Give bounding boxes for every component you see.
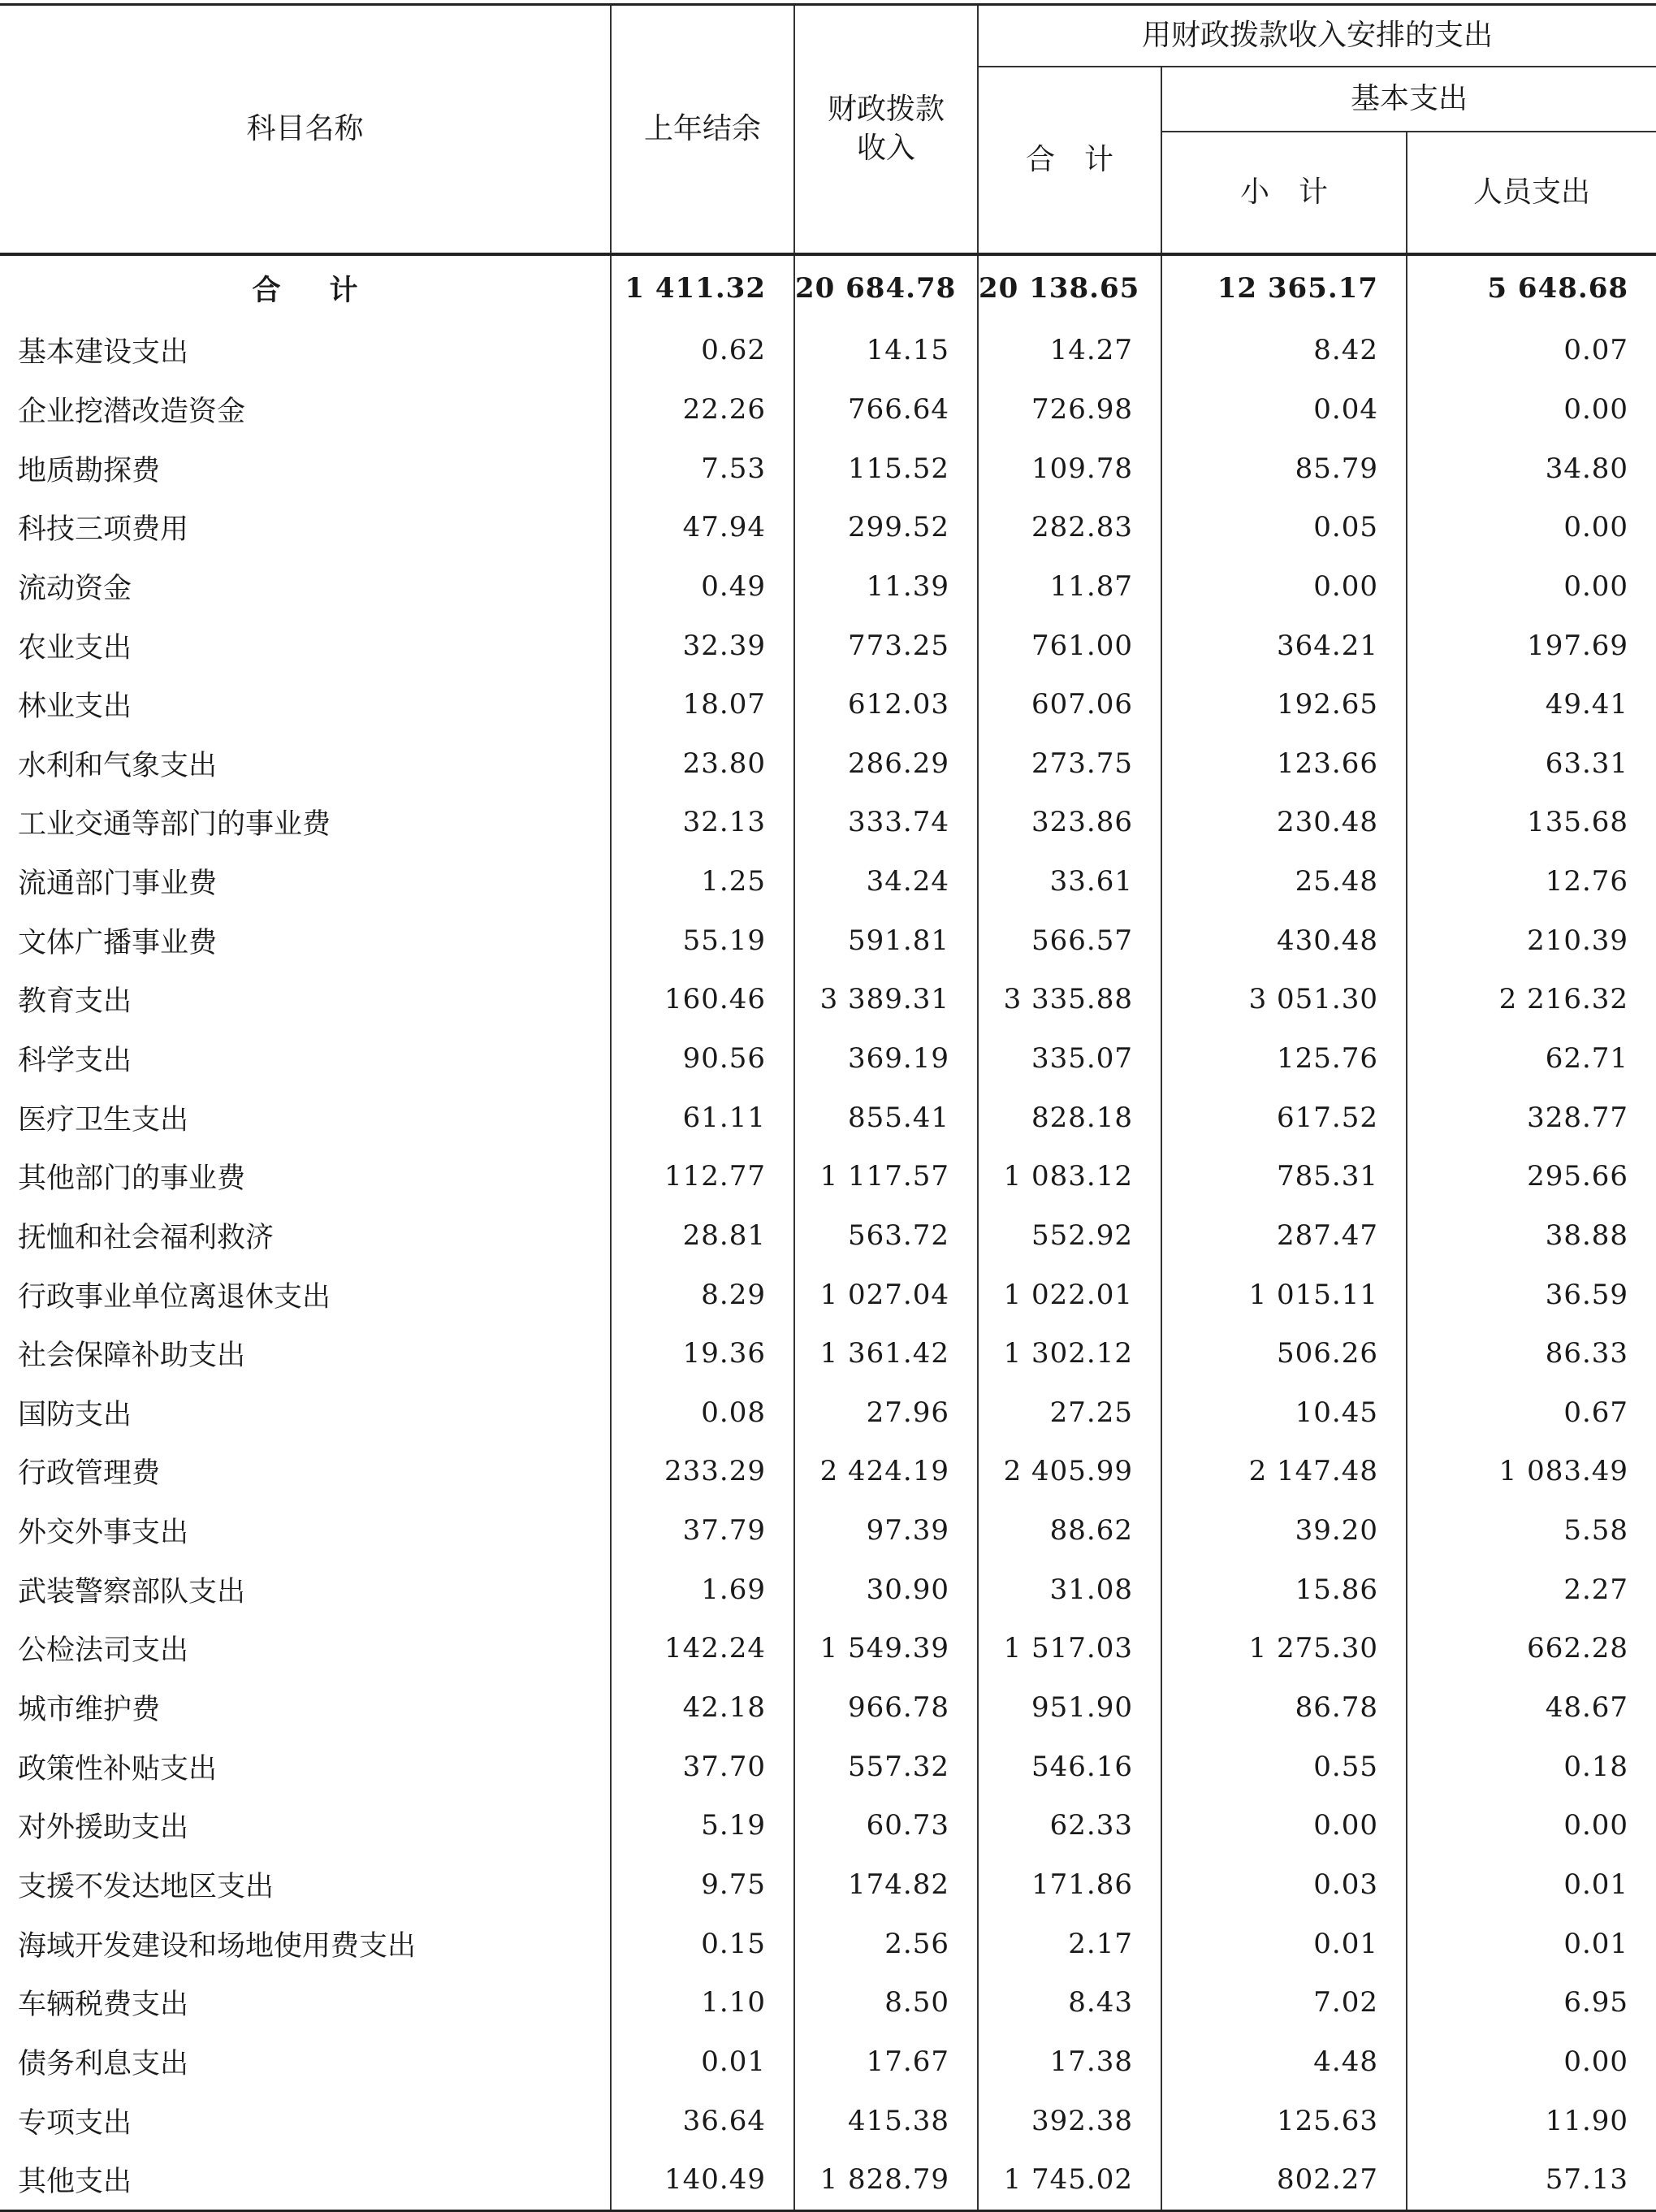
table-row xyxy=(0,1560,1656,1619)
cell-basic-subtotal: 0.04 xyxy=(1161,380,1407,439)
cell-fiscal-income: 766.64 xyxy=(794,380,978,439)
total-spending-total: 20 138.65 xyxy=(978,254,1161,321)
table-row xyxy=(0,1796,1656,1855)
cell-fiscal-income: 17.67 xyxy=(794,2032,978,2092)
cell-spending-total: 17.38 xyxy=(978,2032,1161,2092)
row-subject-name: 水利和气象支出 xyxy=(18,749,218,782)
row-subject-name: 地质勘探费 xyxy=(18,454,161,487)
cell-spending-total: 31.08 xyxy=(978,1560,1161,1619)
cell-fiscal-income: 1 117.57 xyxy=(794,1147,978,1206)
cell-prev-balance: 5.19 xyxy=(611,1796,794,1855)
row-subject-name: 林业支出 xyxy=(18,690,132,724)
table-row xyxy=(0,1442,1656,1501)
cell-basic-subtotal: 802.27 xyxy=(1161,2150,1407,2210)
cell-spending-total: 1 517.03 xyxy=(978,1619,1161,1678)
cell-prev-balance: 42.18 xyxy=(611,1678,794,1738)
cell-prev-balance: 36.64 xyxy=(611,2091,794,2150)
header-prev-balance: 上年结余 xyxy=(611,5,794,255)
cell-prev-balance: 0.08 xyxy=(611,1383,794,1443)
cell-spending-total: 552.92 xyxy=(978,1206,1161,1266)
table-row xyxy=(0,911,1656,970)
cell-basic-subtotal: 430.48 xyxy=(1161,911,1407,970)
cell-basic-subtotal: 39.20 xyxy=(1161,1501,1407,1561)
cell-basic-subtotal: 125.63 xyxy=(1161,2091,1407,2150)
cell-spending-total: 1 022.01 xyxy=(978,1265,1161,1324)
cell-spending-total: 951.90 xyxy=(978,1678,1161,1738)
table-row xyxy=(0,557,1656,617)
table-row xyxy=(0,1501,1656,1561)
cell-personnel: 63.31 xyxy=(1407,734,1656,793)
row-subject-name: 海域开发建设和场地使用费支出 xyxy=(18,1929,417,1963)
table-row xyxy=(0,380,1656,439)
cell-personnel: 295.66 xyxy=(1407,1147,1656,1206)
table-row xyxy=(0,1914,1656,1973)
cell-prev-balance: 9.75 xyxy=(611,1855,794,1915)
cell-fiscal-income: 773.25 xyxy=(794,616,978,675)
cell-spending-total: 33.61 xyxy=(978,852,1161,911)
table-row xyxy=(0,1619,1656,1678)
row-subject-name: 其他支出 xyxy=(0,2150,611,2210)
cell-spending-total: 171.86 xyxy=(978,1855,1161,1915)
cell-spending-total: 1 302.12 xyxy=(978,1324,1161,1383)
table-row xyxy=(0,1029,1656,1089)
row-subject-name: 工业交通等部门的事业费 xyxy=(18,808,331,842)
table-row xyxy=(0,970,1656,1029)
cell-fiscal-income: 27.96 xyxy=(794,1383,978,1443)
cell-basic-subtotal: 0.55 xyxy=(1161,1737,1407,1796)
row-subject-name: 债务利息支出 xyxy=(18,2047,189,2080)
header-subject: 科目名称 xyxy=(0,5,611,255)
cell-spending-total: 3 335.88 xyxy=(978,970,1161,1029)
row-subject-name: 外交外事支出 xyxy=(18,1517,189,1550)
cell-personnel: 2 216.32 xyxy=(1407,970,1656,1029)
total-fiscal-income: 20 684.78 xyxy=(794,254,978,321)
cell-prev-balance: 142.24 xyxy=(611,1619,794,1678)
total-personnel: 5 648.68 xyxy=(1407,254,1656,321)
cell-prev-balance: 0.01 xyxy=(611,2032,794,2092)
cell-basic-subtotal: 3 051.30 xyxy=(1161,970,1407,1029)
cell-fiscal-income: 2.56 xyxy=(794,1914,978,1973)
cell-prev-balance: 1.10 xyxy=(611,1973,794,2032)
cell-fiscal-income: 14.15 xyxy=(794,321,978,380)
cell-fiscal-income: 1 361.42 xyxy=(794,1324,978,1383)
cell-fiscal-income: 1 828.79 xyxy=(794,2150,978,2210)
cell-basic-subtotal: 4.48 xyxy=(1161,2032,1407,2092)
row-subject-name: 支援不发达地区支出 xyxy=(18,1870,275,1903)
cell-fiscal-income: 115.52 xyxy=(794,439,978,498)
cell-spending-total: 8.43 xyxy=(978,1973,1161,2032)
cell-spending-total: 109.78 xyxy=(978,439,1161,498)
row-subject-name: 文体广播事业费 xyxy=(18,926,218,959)
table-row xyxy=(0,1855,1656,1915)
cell-prev-balance: 19.36 xyxy=(611,1324,794,1383)
cell-basic-subtotal: 0.00 xyxy=(1161,557,1407,617)
cell-prev-balance: 55.19 xyxy=(611,911,794,970)
row-subject-name: 科技三项费用 xyxy=(18,513,189,547)
cell-fiscal-income: 60.73 xyxy=(794,1796,978,1855)
cell-fiscal-income: 11.39 xyxy=(794,557,978,617)
row-subject-name: 城市维护费 xyxy=(18,1694,161,1727)
cell-basic-subtotal: 192.65 xyxy=(1161,675,1407,734)
cell-personnel: 210.39 xyxy=(1407,911,1656,970)
table-row xyxy=(0,1324,1656,1383)
cell-basic-subtotal: 0.01 xyxy=(1161,1914,1407,1973)
cell-basic-subtotal: 0.00 xyxy=(1161,1796,1407,1855)
cell-personnel: 0.07 xyxy=(1407,321,1656,380)
table-row xyxy=(0,1973,1656,2032)
cell-personnel: 2.27 xyxy=(1407,1560,1656,1619)
cell-personnel: 197.69 xyxy=(1407,616,1656,675)
cell-personnel: 57.13 xyxy=(1407,2150,1656,2210)
cell-prev-balance: 18.07 xyxy=(611,675,794,734)
cell-personnel: 34.80 xyxy=(1407,439,1656,498)
cell-prev-balance: 0.49 xyxy=(611,557,794,617)
cell-personnel: 0.00 xyxy=(1407,557,1656,617)
cell-personnel: 0.18 xyxy=(1407,1737,1656,1796)
cell-prev-balance: 140.49 xyxy=(611,2150,794,2210)
cell-fiscal-income: 286.29 xyxy=(794,734,978,793)
cell-prev-balance: 28.81 xyxy=(611,1206,794,1266)
cell-spending-total: 335.07 xyxy=(978,1029,1161,1089)
cell-fiscal-income: 97.39 xyxy=(794,1501,978,1561)
budget-expenditure-table xyxy=(0,3,1656,2212)
cell-personnel: 0.00 xyxy=(1407,1796,1656,1855)
row-subject-name: 行政事业单位离退休支出 xyxy=(18,1280,331,1314)
header-personnel: 人员支出 xyxy=(1407,132,1656,254)
cell-fiscal-income: 591.81 xyxy=(794,911,978,970)
cell-prev-balance: 32.13 xyxy=(611,793,794,852)
cell-prev-balance: 0.15 xyxy=(611,1914,794,1973)
cell-basic-subtotal: 0.05 xyxy=(1161,498,1407,557)
cell-prev-balance: 37.79 xyxy=(611,1501,794,1561)
cell-prev-balance: 32.39 xyxy=(611,616,794,675)
row-subject-name: 公检法司支出 xyxy=(18,1634,189,1668)
table-row xyxy=(0,675,1656,734)
cell-spending-total: 1 745.02 xyxy=(978,2150,1161,2210)
cell-spending-total: 607.06 xyxy=(978,675,1161,734)
cell-basic-subtotal: 8.42 xyxy=(1161,321,1407,380)
cell-spending-total: 273.75 xyxy=(978,734,1161,793)
cell-basic-subtotal: 7.02 xyxy=(1161,1973,1407,2032)
total-row xyxy=(0,254,1656,321)
row-subject-name: 其他部门的事业费 xyxy=(18,1162,246,1196)
cell-spending-total: 62.33 xyxy=(978,1796,1161,1855)
cell-prev-balance: 1.69 xyxy=(611,1560,794,1619)
table-row xyxy=(0,498,1656,557)
table-row xyxy=(0,793,1656,852)
row-subject-name: 政策性补贴支出 xyxy=(18,1752,218,1786)
cell-personnel: 1 083.49 xyxy=(1407,1442,1656,1501)
cell-spending-total: 726.98 xyxy=(978,380,1161,439)
cell-personnel: 36.59 xyxy=(1407,1265,1656,1324)
cell-fiscal-income: 557.32 xyxy=(794,1737,978,1796)
cell-personnel: 0.01 xyxy=(1407,1855,1656,1915)
cell-fiscal-income: 174.82 xyxy=(794,1855,978,1915)
table-body xyxy=(0,254,1656,2210)
cell-spending-total: 546.16 xyxy=(978,1737,1161,1796)
cell-personnel: 86.33 xyxy=(1407,1324,1656,1383)
cell-fiscal-income: 30.90 xyxy=(794,1560,978,1619)
cell-spending-total: 828.18 xyxy=(978,1088,1161,1147)
cell-prev-balance: 0.62 xyxy=(611,321,794,380)
row-subject-name: 专项支出 xyxy=(18,2106,132,2140)
cell-fiscal-income: 612.03 xyxy=(794,675,978,734)
cell-fiscal-income: 333.74 xyxy=(794,793,978,852)
cell-personnel: 38.88 xyxy=(1407,1206,1656,1266)
table-row xyxy=(0,1265,1656,1324)
cell-fiscal-income: 1 549.39 xyxy=(794,1619,978,1678)
row-subject-name: 科学支出 xyxy=(18,1045,132,1077)
cell-spending-total: 392.38 xyxy=(978,2091,1161,2150)
row-subject-name: 企业挖潜改造资金 xyxy=(18,395,246,428)
header-subtotal: 小 计 xyxy=(1161,132,1407,254)
cell-spending-total: 566.57 xyxy=(978,911,1161,970)
cell-personnel: 135.68 xyxy=(1407,793,1656,852)
cell-basic-subtotal: 230.48 xyxy=(1161,793,1407,852)
total-prev-balance: 1 411.32 xyxy=(611,254,794,321)
cell-prev-balance: 233.29 xyxy=(611,1442,794,1501)
row-subject-name: 流动资金 xyxy=(18,572,132,605)
cell-personnel: 0.67 xyxy=(1407,1383,1656,1443)
cell-basic-subtotal: 0.03 xyxy=(1161,1855,1407,1915)
cell-fiscal-income: 855.41 xyxy=(794,1088,978,1147)
table-row xyxy=(0,321,1656,380)
table-row xyxy=(0,2150,1656,2210)
cell-basic-subtotal: 10.45 xyxy=(1161,1383,1407,1443)
cell-fiscal-income: 2 424.19 xyxy=(794,1442,978,1501)
cell-personnel: 662.28 xyxy=(1407,1619,1656,1678)
header-basic-group: 基本支出 xyxy=(1161,67,1656,132)
cell-prev-balance: 160.46 xyxy=(611,970,794,1029)
cell-prev-balance: 1.25 xyxy=(611,852,794,911)
cell-prev-balance: 23.80 xyxy=(611,734,794,793)
table-row xyxy=(0,2032,1656,2092)
total-row-label: 合计 xyxy=(252,274,407,307)
cell-personnel: 0.00 xyxy=(1407,2032,1656,2092)
cell-basic-subtotal: 86.78 xyxy=(1161,1678,1407,1738)
cell-prev-balance: 7.53 xyxy=(611,439,794,498)
cell-personnel: 6.95 xyxy=(1407,1973,1656,2032)
cell-basic-subtotal: 287.47 xyxy=(1161,1206,1407,1266)
total-basic-subtotal: 12 365.17 xyxy=(1161,254,1407,321)
cell-spending-total: 88.62 xyxy=(978,1501,1161,1561)
cell-fiscal-income: 1 027.04 xyxy=(794,1265,978,1324)
row-subject-name: 基本建设支出 xyxy=(18,336,189,370)
cell-spending-total: 282.83 xyxy=(978,498,1161,557)
cell-basic-subtotal: 617.52 xyxy=(1161,1088,1407,1147)
cell-prev-balance: 47.94 xyxy=(611,498,794,557)
cell-fiscal-income: 415.38 xyxy=(794,2091,978,2150)
table-row xyxy=(0,439,1656,498)
cell-spending-total: 323.86 xyxy=(978,793,1161,852)
cell-spending-total: 14.27 xyxy=(978,321,1161,380)
cell-spending-total: 11.87 xyxy=(978,557,1161,617)
row-subject-name: 抚恤和社会福利救济 xyxy=(18,1221,275,1254)
table-row xyxy=(0,1383,1656,1443)
row-subject-name: 农业支出 xyxy=(18,631,132,664)
row-subject-name: 教育支出 xyxy=(18,985,132,1019)
cell-prev-balance: 8.29 xyxy=(611,1265,794,1324)
table-row xyxy=(0,1737,1656,1796)
cell-basic-subtotal: 125.76 xyxy=(1161,1029,1407,1089)
cell-fiscal-income: 299.52 xyxy=(794,498,978,557)
cell-spending-total: 2.17 xyxy=(978,1914,1161,1973)
cell-prev-balance: 37.70 xyxy=(611,1737,794,1796)
cell-basic-subtotal: 15.86 xyxy=(1161,1560,1407,1619)
cell-basic-subtotal: 25.48 xyxy=(1161,852,1407,911)
cell-fiscal-income: 563.72 xyxy=(794,1206,978,1266)
table-row xyxy=(0,1147,1656,1206)
cell-basic-subtotal: 1 275.30 xyxy=(1161,1619,1407,1678)
cell-personnel: 0.01 xyxy=(1407,1914,1656,1973)
cell-basic-subtotal: 364.21 xyxy=(1161,616,1407,675)
cell-spending-total: 2 405.99 xyxy=(978,1442,1161,1501)
cell-spending-total: 27.25 xyxy=(978,1383,1161,1443)
cell-fiscal-income: 369.19 xyxy=(794,1029,978,1089)
cell-spending-total: 1 083.12 xyxy=(978,1147,1161,1206)
header-fiscal-spending-group: 用财政拨款收入安排的支出 xyxy=(978,5,1656,67)
cell-personnel: 11.90 xyxy=(1407,2091,1656,2150)
cell-prev-balance: 90.56 xyxy=(611,1029,794,1089)
cell-personnel: 62.71 xyxy=(1407,1029,1656,1089)
cell-personnel: 48.67 xyxy=(1407,1678,1656,1738)
cell-prev-balance: 22.26 xyxy=(611,380,794,439)
cell-spending-total: 761.00 xyxy=(978,616,1161,675)
table-row xyxy=(0,852,1656,911)
cell-fiscal-income: 34.24 xyxy=(794,852,978,911)
row-subject-name: 对外援助支出 xyxy=(18,1812,189,1845)
cell-personnel: 5.58 xyxy=(1407,1501,1656,1561)
cell-personnel: 0.00 xyxy=(1407,498,1656,557)
cell-basic-subtotal: 1 015.11 xyxy=(1161,1265,1407,1324)
header-total: 合 计 xyxy=(978,67,1161,254)
table-row xyxy=(0,2091,1656,2150)
table-row xyxy=(0,734,1656,793)
cell-personnel: 328.77 xyxy=(1407,1088,1656,1147)
cell-personnel: 49.41 xyxy=(1407,675,1656,734)
table-row xyxy=(0,616,1656,675)
cell-basic-subtotal: 123.66 xyxy=(1161,734,1407,793)
table-row xyxy=(0,1206,1656,1266)
row-subject-name: 流通部门事业费 xyxy=(18,868,218,901)
header-fiscal-income xyxy=(794,5,978,255)
table-row xyxy=(0,1088,1656,1147)
cell-fiscal-income: 966.78 xyxy=(794,1678,978,1738)
cell-basic-subtotal: 2 147.48 xyxy=(1161,1442,1407,1501)
row-subject-name: 行政管理费 xyxy=(18,1457,161,1491)
cell-fiscal-income: 3 389.31 xyxy=(794,970,978,1029)
row-subject-name: 武装警察部队支出 xyxy=(18,1575,246,1608)
cell-personnel: 12.76 xyxy=(1407,852,1656,911)
cell-personnel: 0.00 xyxy=(1407,380,1656,439)
cell-basic-subtotal: 85.79 xyxy=(1161,439,1407,498)
row-subject-name: 社会保障补助支出 xyxy=(18,1340,246,1373)
cell-basic-subtotal: 785.31 xyxy=(1161,1147,1407,1206)
cell-prev-balance: 112.77 xyxy=(611,1147,794,1206)
row-subject-name: 医疗卫生支出 xyxy=(18,1103,189,1136)
cell-fiscal-income: 8.50 xyxy=(794,1973,978,2032)
table-row xyxy=(0,1678,1656,1738)
row-subject-name: 国防支出 xyxy=(18,1398,132,1431)
row-subject-name: 车辆税费支出 xyxy=(18,1989,189,2022)
table-header xyxy=(0,5,1656,255)
header-fiscal-income-text: 财政拨款 收入 xyxy=(827,93,945,165)
cell-prev-balance: 61.11 xyxy=(611,1088,794,1147)
cell-basic-subtotal: 506.26 xyxy=(1161,1324,1407,1383)
